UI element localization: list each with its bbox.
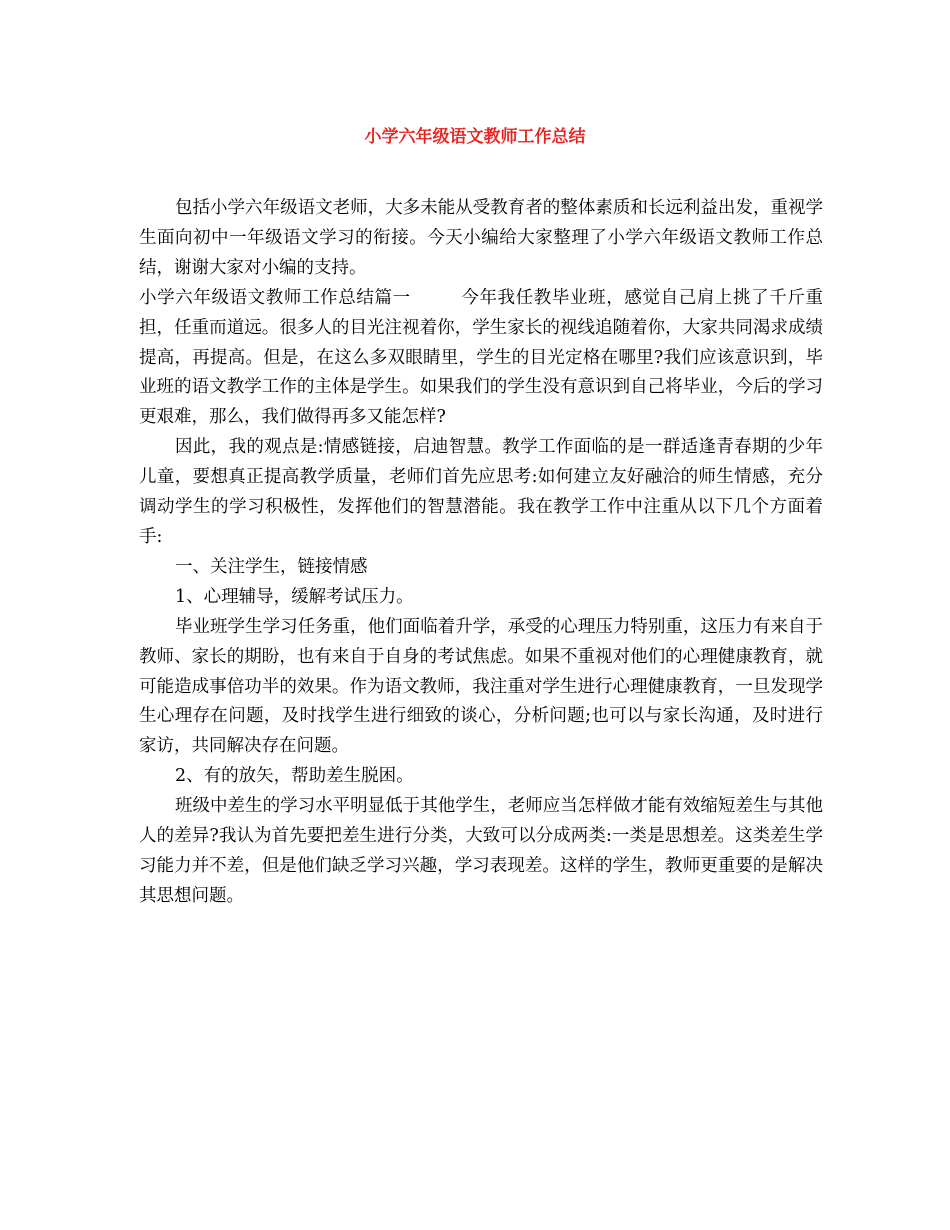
section1-heading: 小学六年级语文教师工作总结篇一 (139, 287, 411, 308)
subheading-1-1: 1、心理辅导，缓解考试压力。 (175, 586, 414, 607)
section1-paragraph (139, 284, 823, 434)
psychology-paragraph: 毕业班学生学习任务重，他们面临着升学，承受的心理压力特别重，这压力有来自于教师、家长的期盼，也有来自于自身的考试焦虑。如果不重视对他们的心理健康教育，就可能造成事倍功半的效果。作为语文教师，我注重对学生进行心理健康教育，一旦发现学生心理存在问题，及时找学生进行细致的谈心，分析问题;也可以与家长沟通，及时进行家访，共同解决存在问题。 (139, 616, 823, 757)
intro-paragraph: 包括小学六年级语文老师，大多未能从受教育者的整体素质和长远利益出发，重视学生面向初中一年级语文学习的衔接。今天小编给大家整理了小学六年级语文教师工作总结，谢谢大家对小编的支持。 (139, 198, 823, 278)
section1-first-paragraph: 今年我任教毕业班，感觉自己肩上挑了千斤重担，任重而道远。很多人的目光注视着你，学生家长的视线追随着你，大家共同渴求成绩提高，再提高。但是，在这么多双眼睛里，学生的目光定格在哪里?我们应该意识到，毕业班的语文教学工作的主体是学生。如果我们的学生没有意识到自己将毕业，今后的学习更艰难，那么，我们做得再多又能怎样? (139, 287, 824, 428)
subheading-1-2: 2、有的放矢，帮助差生脱困。 (175, 766, 414, 787)
document-title: 小学六年级语文教师工作总结 (364, 127, 586, 147)
viewpoint-paragraph: 因此，我的观点是:情感链接，启迪智慧。教学工作面临的是一群适逢青春期的少年儿童，要想真正提高教学质量，老师们首先应思考:如何建立友好融洽的师生情感，充分调动学生的学习积极性，发挥他们的智慧潜能。我在教学工作中注重从以下几个方面着手: (139, 437, 823, 547)
subheading-1: 一、关注学生，链接情感 (175, 556, 368, 577)
document-body (139, 194, 823, 912)
weak-students-paragraph: 班级中差生的学习水平明显低于其他学生，老师应当怎样做才能有效缩短差生与其他人的差异?我认为首先要把差生进行分类，大致可以分成两类:一类是思想差。这类差生学习能力并不差，但是他们缺乏学习兴趣，学习表现差。这样的学生，教师更重要的是解决其思想问题。 (139, 796, 823, 906)
